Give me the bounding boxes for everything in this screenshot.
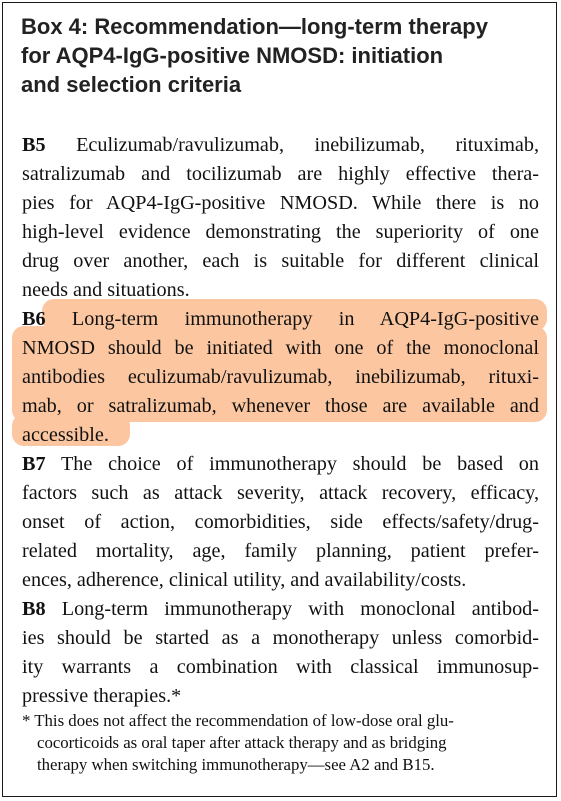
box-title-line: Box 4: Recommendation—long-term therapy — [21, 14, 488, 39]
recommendation-b7-line: onset of action, comorbidities, side effects/safety/drug- — [22, 511, 539, 533]
recommendation-b8-line: ity warrants a combination with classical immunosup- — [22, 656, 539, 678]
recommendation-b7-line: B7 The choice of immunotherapy should be based on — [22, 453, 539, 475]
recommendation-id: B8 — [22, 598, 46, 620]
recommendation-b8-line: pressive therapies.* — [22, 685, 182, 707]
recommendation-b5-line: satralizumab and tocilizumab are highly effective thera- — [22, 163, 539, 185]
box-title-line: and selection criteria — [21, 72, 242, 97]
recommendation-b5-line: drug over another, each is suitable for different clinical — [22, 250, 539, 272]
recommendation-b5-line: B5 Eculizumab/ravulizumab, inebilizumab, rituximab, — [22, 134, 539, 156]
recommendation-b6-line: antibodies eculizumab/ravulizumab, inebilizumab, rituxi- — [22, 366, 539, 388]
box-title — [21, 12, 541, 99]
recommendation-b6-line: mab, or satralizumab, whenever those are available and — [22, 395, 539, 417]
recommendation-b5-line: high-level evidence demonstrating the superiority of one — [22, 221, 539, 243]
recommendation-b8-line: B8 Long-term immunotherapy with monoclonal antibod- — [22, 598, 540, 620]
recommendation-id: B6 — [22, 308, 46, 330]
recommendation-b5-line: pies for AQP4-IgG-positive NMOSD. While there is no — [22, 192, 539, 214]
recommendation-b7-line: factors such as attack severity, attack recovery, efficacy, — [22, 482, 539, 504]
recommendation-b7-line: related mortality, age, family planning, patient prefer- — [22, 540, 539, 562]
recommendation-id: B7 — [22, 453, 46, 475]
recommendation-b6-line: NMOSD should be initiated with one of the monoclonal — [22, 337, 539, 359]
recommendation-b8-line: ies should be started as a monotherapy unless comorbid- — [22, 627, 539, 649]
footnote-line: * This does not affect the recommendation of low-dose oral glu- — [22, 711, 454, 730]
recommendation-b7-line: ences, adherence, clinical utility, and availability/costs. — [22, 569, 467, 591]
recommendation-b6-line: B6 Long-term immunotherapy in AQP4-IgG-positive — [22, 308, 539, 330]
footnote-line: therapy when switching immunotherapy—see A2 and B15. — [37, 755, 435, 774]
recommendation-id: B5 — [22, 134, 46, 156]
recommendation-b6-line: accessible. — [22, 424, 109, 446]
box-title-line: for AQP4-IgG-positive NMOSD: initiation — [21, 43, 444, 68]
footnote-line: cocorticoids as oral taper after attack therapy and as bridging — [37, 733, 447, 752]
recommendation-b5-line: needs and situations. — [22, 279, 190, 301]
